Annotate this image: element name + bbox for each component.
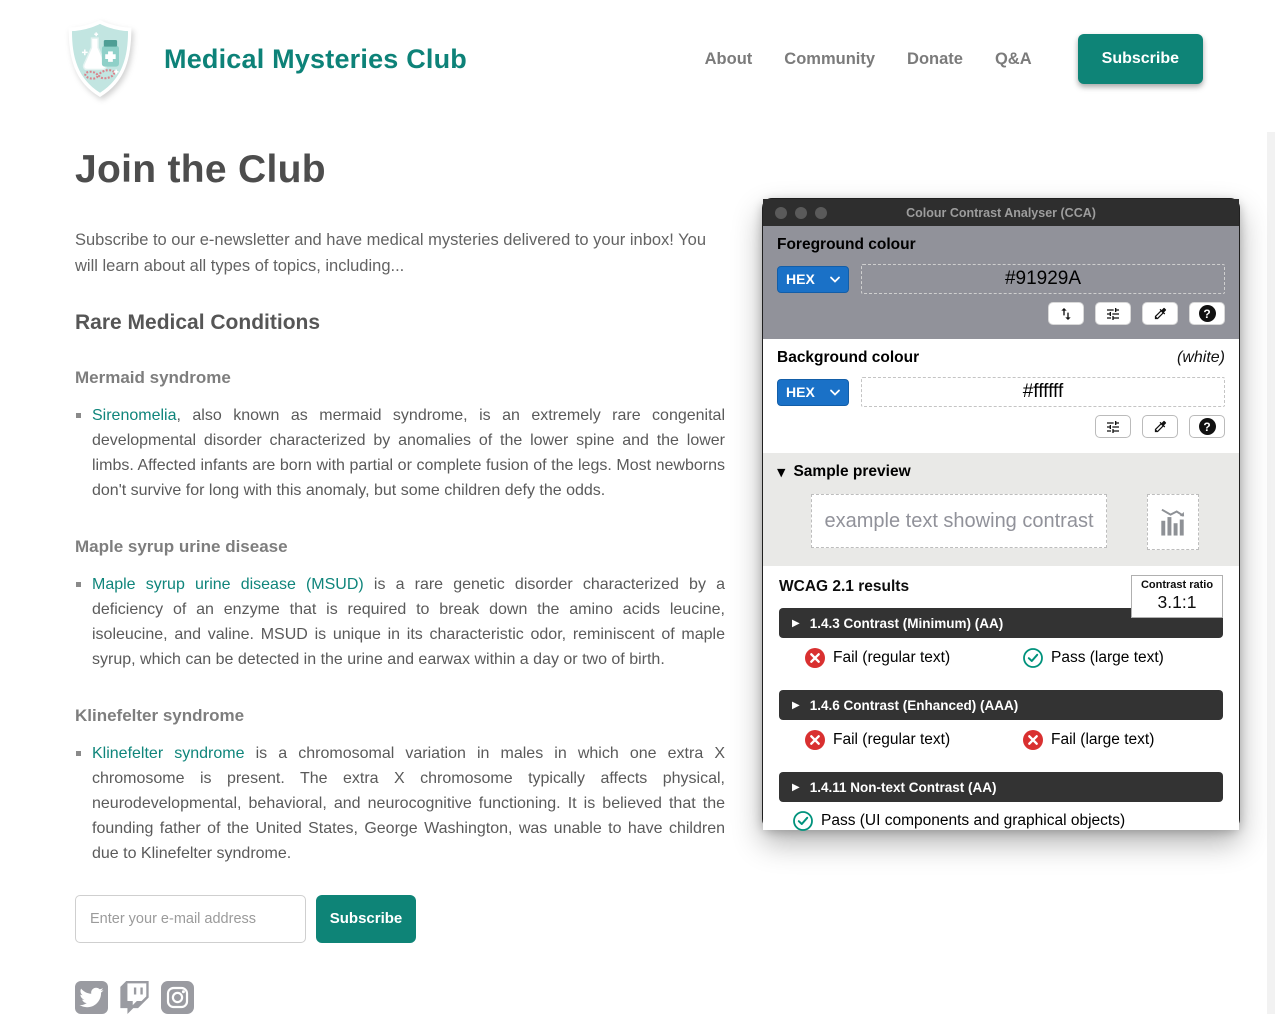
window-controls [775, 207, 827, 219]
condition-item [75, 742, 725, 867]
background-format-select[interactable] [777, 379, 849, 406]
criterion-title: 1.4.11 Non-text Contrast (AA) [809, 779, 997, 795]
fail-icon [1023, 730, 1043, 750]
background-eyedropper-button[interactable] [1142, 415, 1178, 438]
graphics-preview-button[interactable] [1147, 494, 1199, 550]
result-label: Fail (regular text) [833, 649, 951, 666]
collapse-triangle-icon: ▼ [777, 465, 786, 479]
nav-about[interactable]: About [704, 49, 753, 68]
condition-body: is a chromosomal variation in males in which one extra X chromosome is present. The extra X chromosome typically affects physical, neurodevelopmental, behavioral, and neurocognitive functioning. It is believed that the founding father of the United States, George Washington, was unable to have children due to Klinefelter syndrome. [92, 744, 725, 862]
email-input[interactable] [75, 895, 306, 943]
main-nav [705, 34, 1203, 84]
sample-preview-label: Sample preview [793, 463, 911, 480]
nav-qa[interactable]: Q&A [994, 49, 1032, 68]
result-label: Pass (large text) [1051, 649, 1164, 666]
sample-preview-toggle[interactable] [777, 463, 1225, 481]
contrast-ratio-box [1131, 575, 1223, 618]
section-heading: Rare Medical Conditions [75, 311, 321, 335]
eyedropper-icon [1153, 419, 1168, 434]
condition-body: , also known as mermaid syndrome, is an extremely rare congenital developmental disorder characterized by anomalies of the lower spine and the lower limbs. Affected infants are born with partial or complete fusion of the legs. Most newborns don't survive for long with this anomaly, but some children defy the odds. [92, 407, 725, 499]
site-header [0, 0, 1275, 104]
intro-paragraph: Subscribe to our e-newsletter and have medical mysteries delivered to your inbox! You will learn about all types of topics, including... [75, 231, 707, 275]
pass-icon [1023, 648, 1043, 668]
criterion-143-results [779, 638, 1223, 678]
help-icon [1199, 305, 1216, 322]
contrast-ratio-label: Contrast ratio [1140, 579, 1214, 591]
twitch-icon[interactable] [118, 981, 151, 1014]
contrast-ratio-value: 3.1:1 [1157, 592, 1197, 612]
wcag-results-section [763, 566, 1239, 830]
result-item [793, 811, 1125, 831]
page-scrollbar[interactable] [1267, 132, 1275, 1014]
window-title: Colour Contrast Analyser (CCA) [906, 205, 1096, 220]
criterion-1411-results [779, 802, 1223, 840]
expand-triangle-icon: ▶ [792, 781, 800, 793]
condition-item [75, 404, 725, 504]
sliders-icon [1105, 306, 1121, 322]
colour-name-hint: (white) [1176, 349, 1225, 366]
chevron-down-icon [830, 389, 840, 396]
chevron-down-icon [830, 276, 840, 283]
background-colour-section [763, 339, 1239, 453]
sample-preview-section [763, 453, 1239, 566]
social-links [75, 981, 725, 1014]
format-value: HEX [786, 271, 815, 287]
condition-list [75, 573, 725, 673]
condition-item [75, 573, 725, 673]
wcag-results-heading: WCAG 2.1 results [779, 578, 910, 595]
sample-text-box [811, 494, 1107, 548]
swap-colours-button[interactable] [1048, 302, 1084, 325]
condition-list [75, 742, 725, 867]
criterion-1411-bar[interactable] [779, 772, 1223, 802]
eyedropper-icon [1153, 306, 1168, 321]
result-item [805, 648, 1023, 668]
fail-icon [805, 730, 825, 750]
condition-heading: Maple syrup urine disease [75, 536, 288, 556]
expand-triangle-icon: ▶ [792, 699, 800, 711]
nav-community[interactable]: Community [784, 49, 876, 68]
condition-link[interactable]: Maple syrup urine disease (MSUD) [92, 575, 364, 593]
result-label: Fail (large text) [1051, 731, 1155, 748]
sliders-icon [1105, 419, 1121, 435]
background-sliders-button[interactable] [1095, 415, 1131, 438]
condition-link[interactable]: Klinefelter syndrome [92, 744, 245, 762]
page-title: Join the Club [75, 148, 326, 191]
cca-titlebar[interactable] [763, 199, 1239, 226]
condition-body: is a rare genetic disorder characterized by a deficiency of an enzyme that is required to break down the amino acids leucine, isoleucine, and valine. MSUD is unique in its characteristic odor, reminiscent of maple syrup, which can be detected in the urine and earwax within a day or two of birth. [92, 575, 725, 668]
expand-triangle-icon: ▶ [792, 617, 800, 629]
condition-list [75, 404, 725, 504]
swap-vertical-icon [1058, 306, 1074, 322]
zoom-button[interactable] [815, 207, 827, 219]
header-subscribe-button[interactable]: Subscribe [1078, 34, 1203, 84]
foreground-help-button[interactable] [1189, 302, 1225, 325]
brand-title: Medical Mysteries Club [164, 43, 467, 74]
condition-link[interactable]: Sirenomelia [92, 407, 177, 425]
club-shield-logo-icon [62, 17, 138, 101]
pass-icon [793, 811, 813, 831]
twitter-icon[interactable] [75, 981, 108, 1014]
help-icon [1199, 418, 1216, 435]
form-subscribe-button[interactable]: Subscribe [316, 895, 416, 943]
sample-text: example text showing contrast [824, 509, 1094, 532]
nav-donate[interactable]: Donate [907, 49, 963, 68]
condition-heading: Mermaid syndrome [75, 368, 231, 388]
background-colour-label: Background colour [777, 349, 920, 366]
foreground-colour-section [763, 226, 1239, 339]
criterion-title: 1.4.6 Contrast (Enhanced) (AAA) [809, 697, 1019, 713]
foreground-eyedropper-button[interactable] [1142, 302, 1178, 325]
result-label: Pass (UI components and graphical objects) [821, 812, 1126, 829]
chart-icon [1158, 506, 1188, 538]
main-content [75, 148, 725, 1014]
minimize-button[interactable] [795, 207, 807, 219]
foreground-sliders-button[interactable] [1095, 302, 1131, 325]
background-colour-value[interactable]: #ffffff [861, 377, 1225, 407]
result-item [1023, 730, 1154, 750]
brand-home-link[interactable] [62, 17, 467, 101]
subscribe-form [75, 895, 725, 943]
cca-window [762, 198, 1240, 829]
criterion-146-results [779, 720, 1223, 760]
condition-heading: Klinefelter syndrome [75, 705, 245, 725]
foreground-colour-label: Foreground colour [777, 236, 916, 253]
result-item [805, 730, 1023, 750]
fail-icon [805, 648, 825, 668]
result-label: Fail (regular text) [833, 731, 951, 748]
instagram-icon[interactable] [161, 981, 194, 1014]
foreground-format-select[interactable] [777, 266, 849, 293]
criterion-146-bar[interactable] [779, 690, 1223, 720]
background-help-button[interactable] [1189, 415, 1225, 438]
close-button[interactable] [775, 207, 787, 219]
criterion-title: 1.4.3 Contrast (Minimum) (AA) [809, 615, 1004, 631]
format-value: HEX [786, 384, 815, 400]
result-item [1023, 648, 1164, 668]
foreground-colour-value[interactable]: #91929A [861, 264, 1225, 294]
